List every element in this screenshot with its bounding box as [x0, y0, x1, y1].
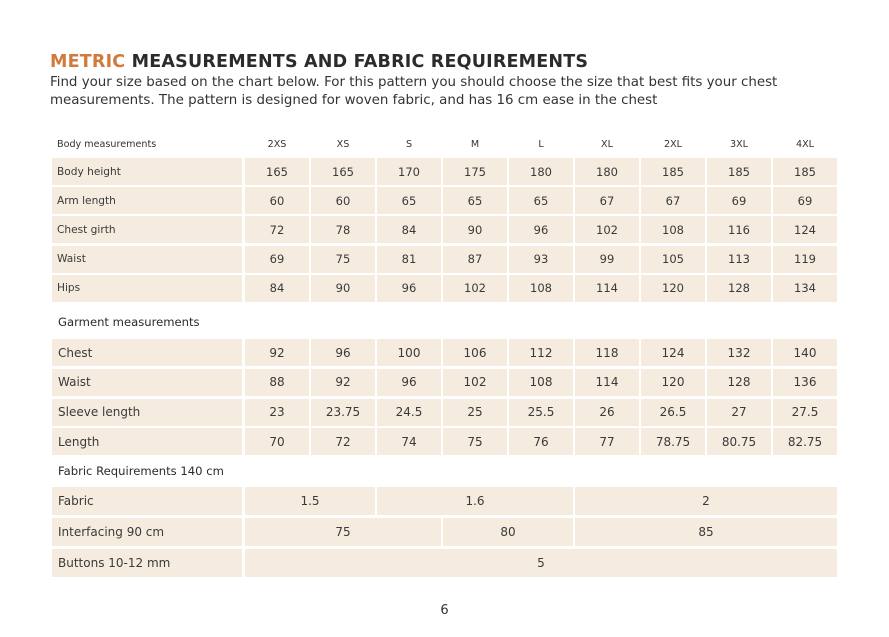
intro-text: Find your size based on the chart below. For this pattern you should choose the size that best fits your chest measurements. The pattern is designed for woven fabric, and has 16 cm ease in the chest [50, 75, 778, 108]
table-cell: 80 [443, 518, 573, 546]
row-label: Chest [52, 339, 242, 366]
table-cell: 27 [707, 399, 771, 426]
table-cell: 96 [509, 216, 573, 243]
table-cell: 75 [311, 246, 375, 273]
table-cell: 65 [377, 187, 441, 214]
table-cell: 90 [311, 275, 375, 302]
table-cell: 78.75 [641, 428, 705, 455]
table-row [52, 275, 838, 302]
size-header: 2XL [663, 138, 683, 150]
row-label: Arm length [52, 187, 242, 214]
table-cell: 60 [311, 187, 375, 214]
table-cell: 119 [773, 246, 837, 273]
table-cell: 70 [245, 428, 309, 455]
table-cell: 99 [575, 246, 639, 273]
table-cell: 93 [509, 246, 573, 273]
table-cell: 67 [641, 187, 705, 214]
table-cell: 140 [773, 339, 837, 366]
table-cell: 69 [773, 187, 837, 214]
size-header: XL [601, 138, 613, 150]
table-cell: 132 [707, 339, 771, 366]
table-cell: 5 [245, 549, 837, 577]
table-cell: 102 [443, 275, 507, 302]
table-row [52, 187, 838, 214]
size-header: L [538, 138, 544, 150]
table-cell: 180 [575, 158, 639, 185]
row-label: Chest girth [52, 216, 242, 243]
table-cell: 108 [509, 275, 573, 302]
table-cell: 92 [311, 369, 375, 396]
table-row [52, 216, 838, 243]
table-cell: 65 [443, 187, 507, 214]
table-cell: 124 [773, 216, 837, 243]
table-row [52, 158, 838, 185]
table-cell: 96 [377, 369, 441, 396]
table-cell: 27.5 [773, 399, 837, 426]
row-label: Buttons 10-12 mm [52, 549, 242, 577]
size-header: XS [336, 138, 350, 150]
table-row [52, 369, 838, 396]
table-cell: 81 [377, 246, 441, 273]
table-cell: 106 [443, 339, 507, 366]
table-row [52, 339, 838, 366]
table-cell: 165 [245, 158, 309, 185]
table-cell: 80.75 [707, 428, 771, 455]
table-cell: 77 [575, 428, 639, 455]
table-cell: 69 [707, 187, 771, 214]
page-number: 6 [440, 603, 449, 618]
size-header: S [405, 138, 413, 150]
table-cell: 114 [575, 275, 639, 302]
table-cell: 128 [707, 369, 771, 396]
table-cell: 84 [377, 216, 441, 243]
table-cell: 72 [311, 428, 375, 455]
table-cell: 72 [245, 216, 309, 243]
row-label: Fabric [52, 487, 242, 515]
size-header: 2XS [267, 138, 287, 150]
title-accent: METRIC [50, 52, 126, 72]
table-cell: 185 [641, 158, 705, 185]
size-header: 4XL [795, 138, 815, 150]
table-cell: 113 [707, 246, 771, 273]
table-cell: 120 [641, 275, 705, 302]
table-cell: 88 [245, 369, 309, 396]
table-cell: 1.6 [377, 487, 573, 515]
table-cell: 85 [575, 518, 837, 546]
table-row [52, 399, 838, 426]
table-cell: 112 [509, 339, 573, 366]
table-cell: 74 [377, 428, 441, 455]
table-cell: 1.5 [245, 487, 375, 515]
table-cell: 25.5 [509, 399, 573, 426]
table-row [52, 487, 838, 515]
table-cell: 69 [245, 246, 309, 273]
table-row [52, 428, 838, 455]
table-cell: 120 [641, 369, 705, 396]
table-cell: 175 [443, 158, 507, 185]
table-cell: 23.75 [311, 399, 375, 426]
table-cell: 92 [245, 339, 309, 366]
table-cell: 185 [773, 158, 837, 185]
body-table-header [52, 135, 838, 153]
table-row [52, 518, 838, 546]
table-cell: 118 [575, 339, 639, 366]
table-cell: 90 [443, 216, 507, 243]
table-cell: 114 [575, 369, 639, 396]
table-cell: 25 [443, 399, 507, 426]
row-label: Waist [52, 246, 242, 273]
table-row [52, 246, 838, 273]
row-label: Waist [52, 369, 242, 396]
table-cell: 2 [575, 487, 837, 515]
table-cell: 67 [575, 187, 639, 214]
table-cell: 165 [311, 158, 375, 185]
table-cell: 105 [641, 246, 705, 273]
size-header: 3XL [729, 138, 749, 150]
table-cell: 136 [773, 369, 837, 396]
table-cell: 26 [575, 399, 639, 426]
table-cell: 96 [311, 339, 375, 366]
row-label: Sleeve length [52, 399, 242, 426]
row-label: Length [52, 428, 242, 455]
table-cell: 75 [245, 518, 441, 546]
table-cell: 102 [575, 216, 639, 243]
size-header: M [470, 138, 480, 150]
row-label: Interfacing 90 cm [52, 518, 242, 546]
table-cell: 82.75 [773, 428, 837, 455]
body-header-label: Body measurements [57, 138, 157, 150]
table-cell: 134 [773, 275, 837, 302]
garment-section-title: Garment measurements [58, 315, 200, 329]
table-cell: 23 [245, 399, 309, 426]
table-cell: 84 [245, 275, 309, 302]
table-cell: 75 [443, 428, 507, 455]
table-cell: 24.5 [377, 399, 441, 426]
table-cell: 124 [641, 339, 705, 366]
table-cell: 96 [377, 275, 441, 302]
table-cell: 65 [509, 187, 573, 214]
table-cell: 128 [707, 275, 771, 302]
table-row [52, 549, 838, 577]
table-cell: 26.5 [641, 399, 705, 426]
table-cell: 102 [443, 369, 507, 396]
table-cell: 116 [707, 216, 771, 243]
row-label: Hips [52, 275, 242, 302]
table-cell: 60 [245, 187, 309, 214]
table-cell: 76 [509, 428, 573, 455]
table-cell: 170 [377, 158, 441, 185]
table-cell: 100 [377, 339, 441, 366]
table-cell: 180 [509, 158, 573, 185]
page-title [50, 52, 588, 72]
table-cell: 108 [641, 216, 705, 243]
table-cell: 87 [443, 246, 507, 273]
row-label: Body height [52, 158, 242, 185]
title-rest: MEASUREMENTS AND FABRIC REQUIREMENTS [125, 52, 589, 72]
fabric-section-title: Fabric Requirements 140 cm [58, 464, 224, 478]
table-cell: 78 [311, 216, 375, 243]
table-cell: 108 [509, 369, 573, 396]
table-cell: 185 [707, 158, 771, 185]
